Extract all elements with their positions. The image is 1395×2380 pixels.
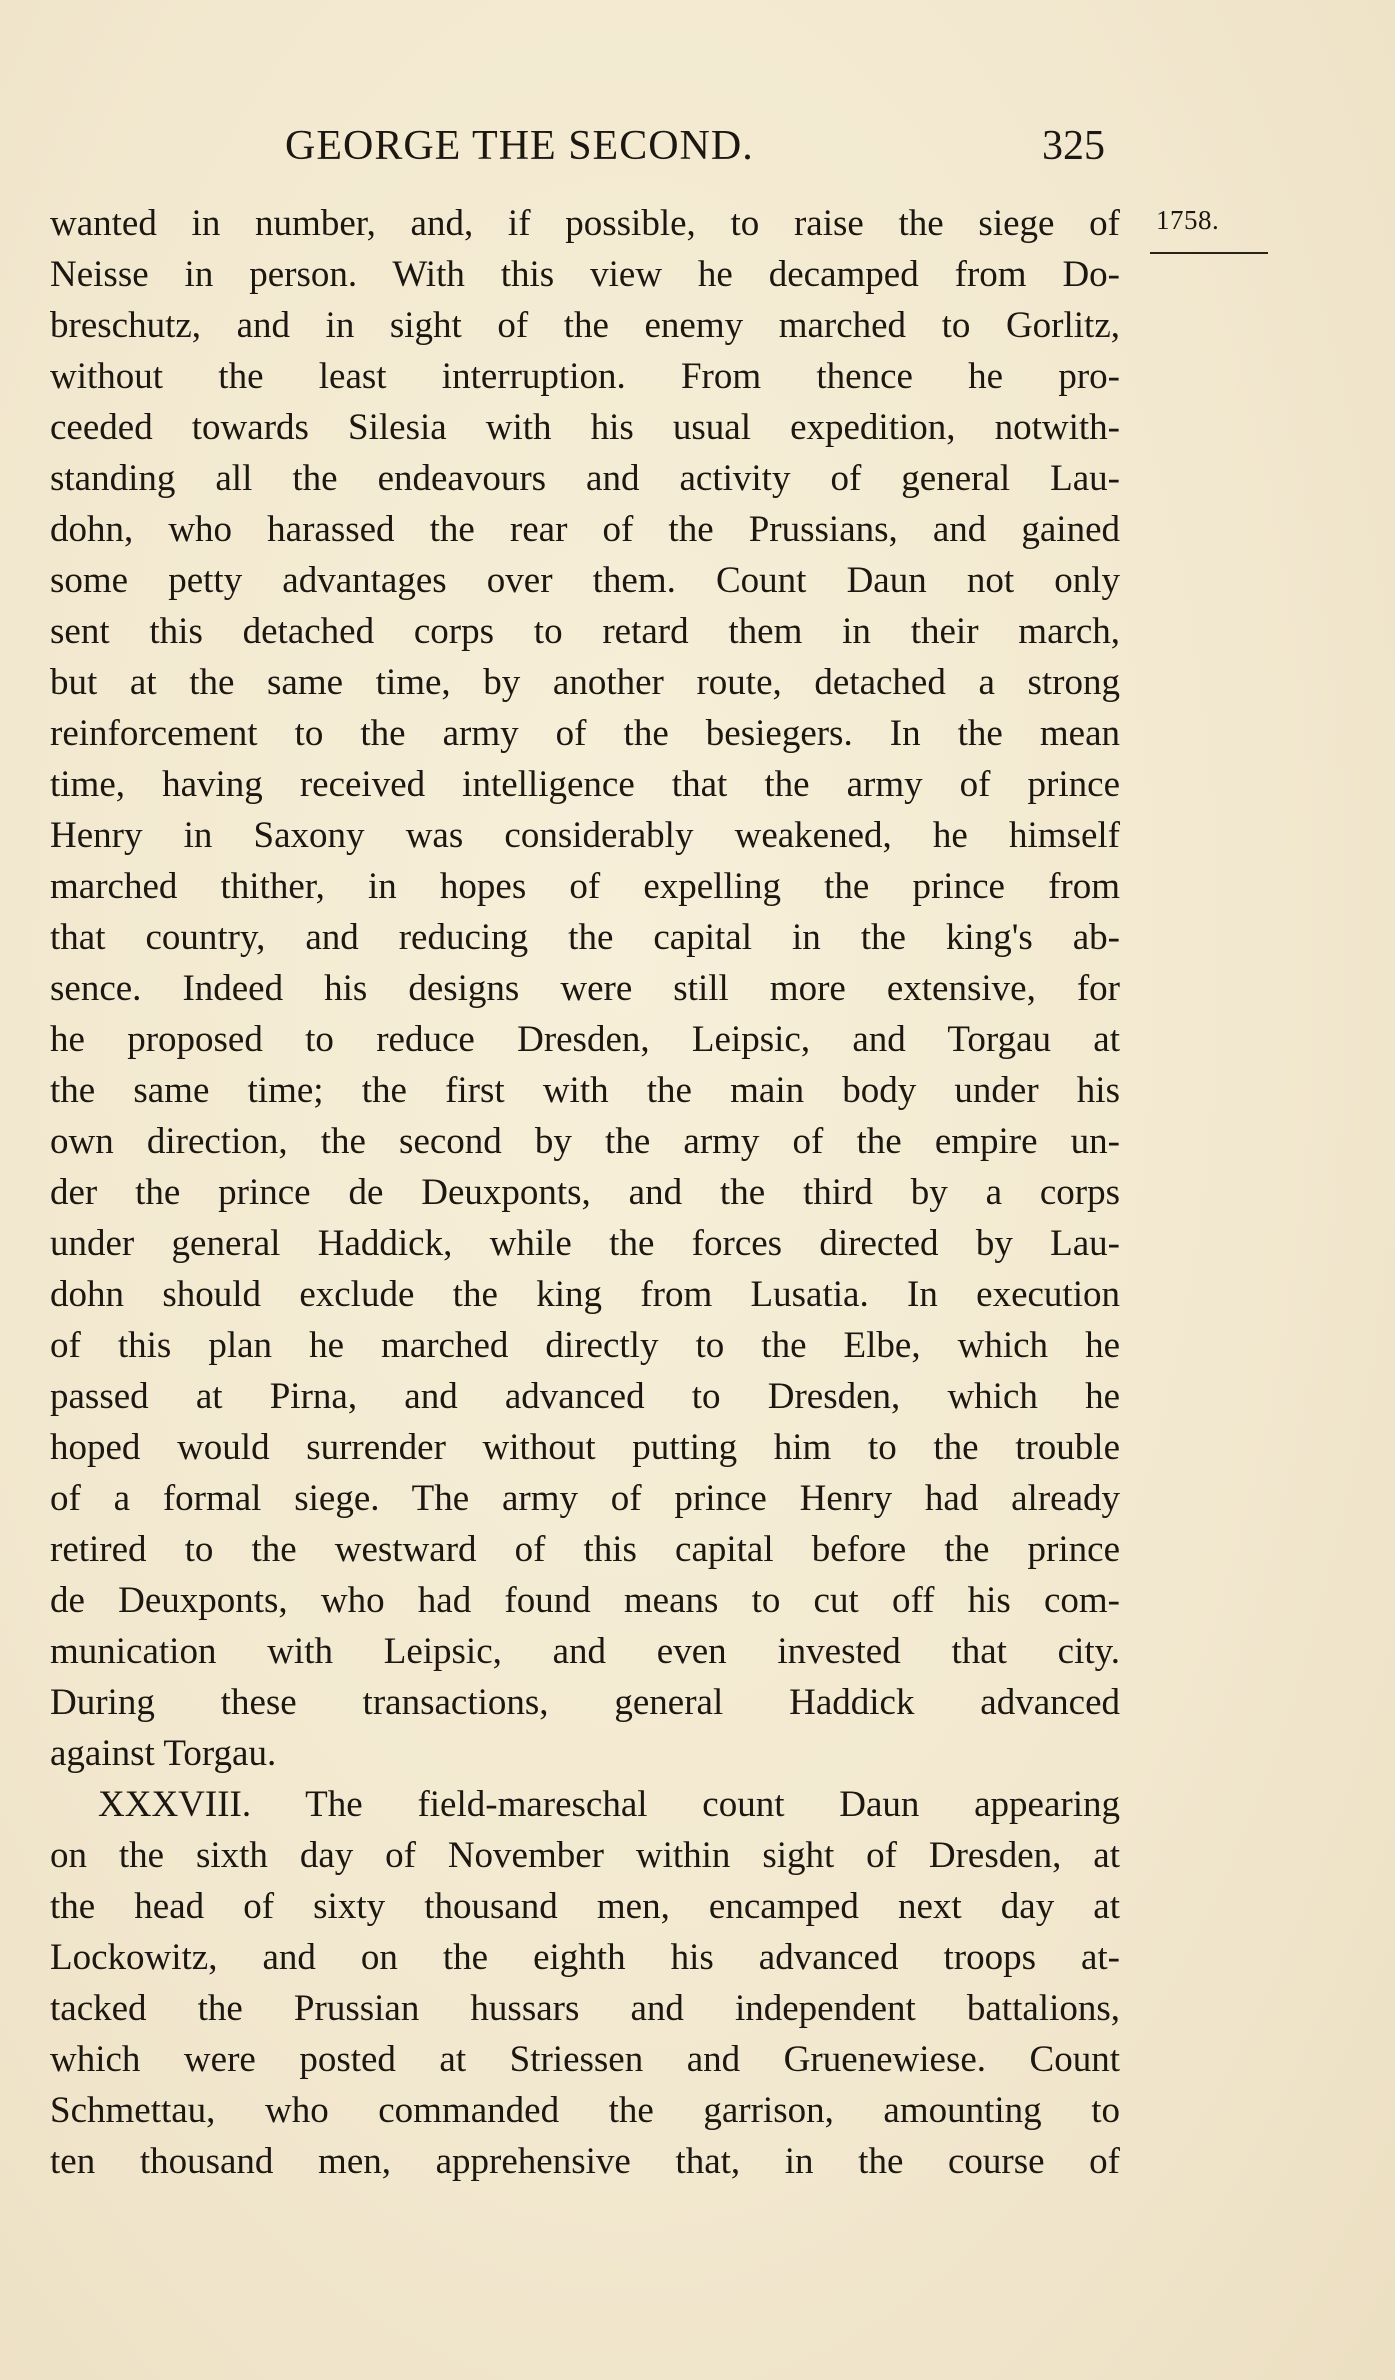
margin-rule: [1150, 252, 1268, 254]
text-line: of this plan he marched directly to the Elbe, which he: [50, 1325, 1120, 1366]
text-line: under general Haddick, while the forces directed by Lau-: [50, 1223, 1120, 1264]
text-line: ten thousand men, apprehensive that, in the course of: [50, 2141, 1120, 2182]
text-line: breschutz, and in sight of the enemy marched to Gorlitz,: [50, 305, 1120, 346]
text-line: munication with Leipsic, and even invested that city.: [50, 1631, 1120, 1672]
text-line: the same time; the first with the main body under his: [50, 1070, 1120, 1111]
text-line: some petty advantages over them. Count Daun not only: [50, 560, 1120, 601]
running-title: GEORGE THE SECOND.: [285, 123, 754, 169]
text-line: own direction, the second by the army of the empire un-: [50, 1121, 1120, 1162]
text-line: which were posted at Striessen and Gruenewiese. Count: [50, 2039, 1120, 2080]
text-line: During these transactions, general Haddick advanced: [50, 1682, 1120, 1723]
text-line: but at the same time, by another route, detached a strong: [50, 662, 1120, 703]
text-line: without the least interruption. From thence he pro-: [50, 356, 1120, 397]
text-line: Neisse in person. With this view he decamped from Do-: [50, 254, 1120, 295]
text-line: he proposed to reduce Dresden, Leipsic, and Torgau at: [50, 1019, 1120, 1060]
text-line: Lockowitz, and on the eighth his advanced troops at-: [50, 1937, 1120, 1978]
page-number: 325: [1042, 123, 1105, 169]
text-line: hoped would surrender without putting him to the trouble: [50, 1427, 1120, 1468]
margin-year: 1758.: [1156, 205, 1220, 235]
text-line: of a formal siege. The army of prince Henry had already: [50, 1478, 1120, 1519]
text-line: de Deuxponts, who had found means to cut off his com-: [50, 1580, 1120, 1621]
text-line: passed at Pirna, and advanced to Dresden, which he: [50, 1376, 1120, 1417]
text-line: tacked the Prussian hussars and independent battalions,: [50, 1988, 1120, 2029]
text-line: on the sixth day of November within sight of Dresden, at: [50, 1835, 1120, 1876]
section-start-line: XXXVIII. The field-mareschal count Daun appearing: [98, 1784, 1120, 1825]
text-line: reinforcement to the army of the besiegers. In the mean: [50, 713, 1120, 754]
paragraph-end-line: against Torgau.: [50, 1733, 277, 1774]
text-line: the head of sixty thousand men, encamped next day at: [50, 1886, 1120, 1927]
text-line: sent this detached corps to retard them in their march,: [50, 611, 1120, 652]
text-line: wanted in number, and, if possible, to raise the siege of: [50, 203, 1120, 244]
text-line: dohn, who harassed the rear of the Prussians, and gained: [50, 509, 1120, 550]
text-line: ceeded towards Silesia with his usual expedition, notwith-: [50, 407, 1120, 448]
text-line: der the prince de Deuxponts, and the third by a corps: [50, 1172, 1120, 1213]
text-line: standing all the endeavours and activity of general Lau-: [50, 458, 1120, 499]
text-line: Schmettau, who commanded the garrison, amounting to: [50, 2090, 1120, 2131]
text-line: sence. Indeed his designs were still more extensive, for: [50, 968, 1120, 1009]
body-text: [50, 198, 1120, 2187]
page-header: [285, 122, 1105, 172]
text-line: dohn should exclude the king from Lusatia. In execution: [50, 1274, 1120, 1315]
margin-date-note: [1150, 205, 1270, 254]
text-line: that country, and reducing the capital in the king's ab-: [50, 917, 1120, 958]
text-line: Henry in Saxony was considerably weakened, he himself: [50, 815, 1120, 856]
text-line: time, having received intelligence that the army of prince: [50, 764, 1120, 805]
text-line: marched thither, in hopes of expelling the prince from: [50, 866, 1120, 907]
text-line: retired to the westward of this capital before the prince: [50, 1529, 1120, 1570]
